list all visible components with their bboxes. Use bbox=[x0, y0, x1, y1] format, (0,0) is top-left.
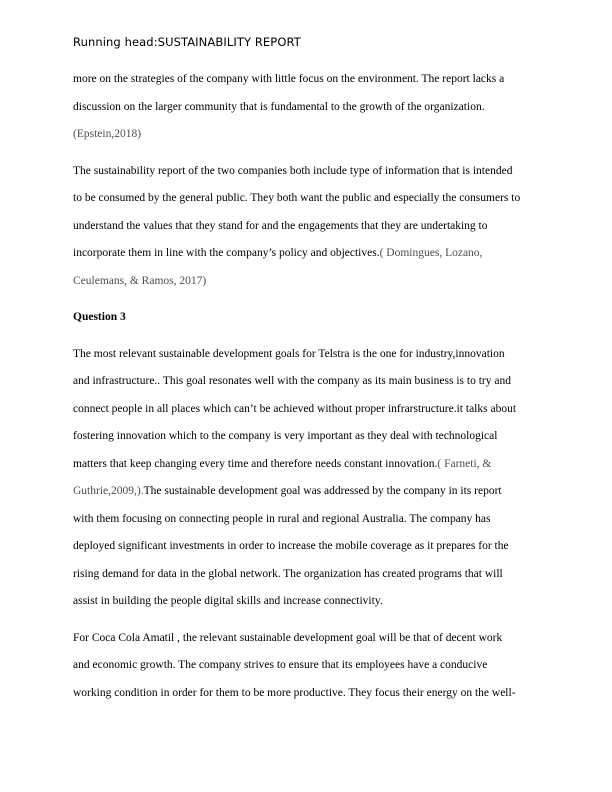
text-line bbox=[73, 478, 543, 506]
text-run: incorporate them in line with the company’s policy and objectives. bbox=[73, 247, 380, 259]
text-line: more on the strategies of the company with little focus on the environment. The report lacks a bbox=[73, 73, 505, 85]
running-head: Running head:SUSTAINABILITY REPORT bbox=[73, 35, 301, 49]
citation: (Epstein,2018) bbox=[73, 128, 142, 140]
paragraph-4 bbox=[73, 625, 543, 708]
text-line bbox=[73, 240, 543, 268]
text-line: working condition in order for them to be more productive. They focus their energy on the well- bbox=[73, 686, 516, 699]
text-line: deployed significant investments in order to increase the mobile coverage as it prepares for the bbox=[73, 540, 509, 552]
citation: Ceulemans, & Ramos, 2017) bbox=[73, 274, 207, 287]
text-line: For Coca Cola Amatil , the relevant sustainable development goal will be that of decent work bbox=[73, 631, 503, 644]
text-line: to be consumed by the general public. They both want the public and especially the consumers to bbox=[73, 192, 521, 204]
text-line: and infrastructure.. This goal resonates well with the company as its main business is to try and bbox=[73, 375, 511, 387]
text-run: The sustainable development goal was addressed by the company in its report bbox=[143, 485, 502, 497]
text-line: fostering innovation which to the company is very important as they deal with technological bbox=[73, 430, 498, 442]
text-run: matters that keep changing every time and therefore needs constant innovation. bbox=[73, 457, 438, 470]
paragraph-2 bbox=[73, 158, 543, 296]
text-line: The most relevant sustainable development goals for Telstra is the one for industry,innovation bbox=[73, 347, 505, 360]
text-line: connect people in all places which can’t be achieved without proper infrarstructure.it talks about bbox=[73, 402, 517, 415]
text-line: discussion on the larger community that is fundamental to the growth of the organization. bbox=[73, 100, 485, 113]
citation: ( Domingues, Lozano, bbox=[379, 247, 483, 259]
citation: Guthrie,2009,). bbox=[73, 485, 144, 497]
text-line: rising demand for data in the global network. The organization has created programs that will bbox=[73, 567, 503, 580]
text-line: assist in building the people digital skills and increase connectivity. bbox=[73, 595, 383, 607]
document-body bbox=[73, 66, 543, 716]
text-line bbox=[73, 268, 543, 296]
text-line: and economic growth. The company strives to ensure that its employees have a conducive bbox=[73, 659, 488, 671]
text-line bbox=[73, 451, 543, 479]
text-line: with them focusing on connecting people in rural and regional Australia. The company has bbox=[73, 512, 491, 525]
citation: ( Farneti, & bbox=[437, 457, 492, 470]
text-line: The sustainability report of the two companies both include type of information that is intended bbox=[73, 164, 513, 177]
paragraph-3 bbox=[73, 341, 543, 616]
text-line bbox=[73, 121, 543, 149]
paragraph-1 bbox=[73, 66, 543, 149]
section-heading: Question 3 bbox=[73, 311, 126, 323]
text-line: understand the values that they stand for and the engagements that they are undertaking to bbox=[73, 219, 488, 232]
